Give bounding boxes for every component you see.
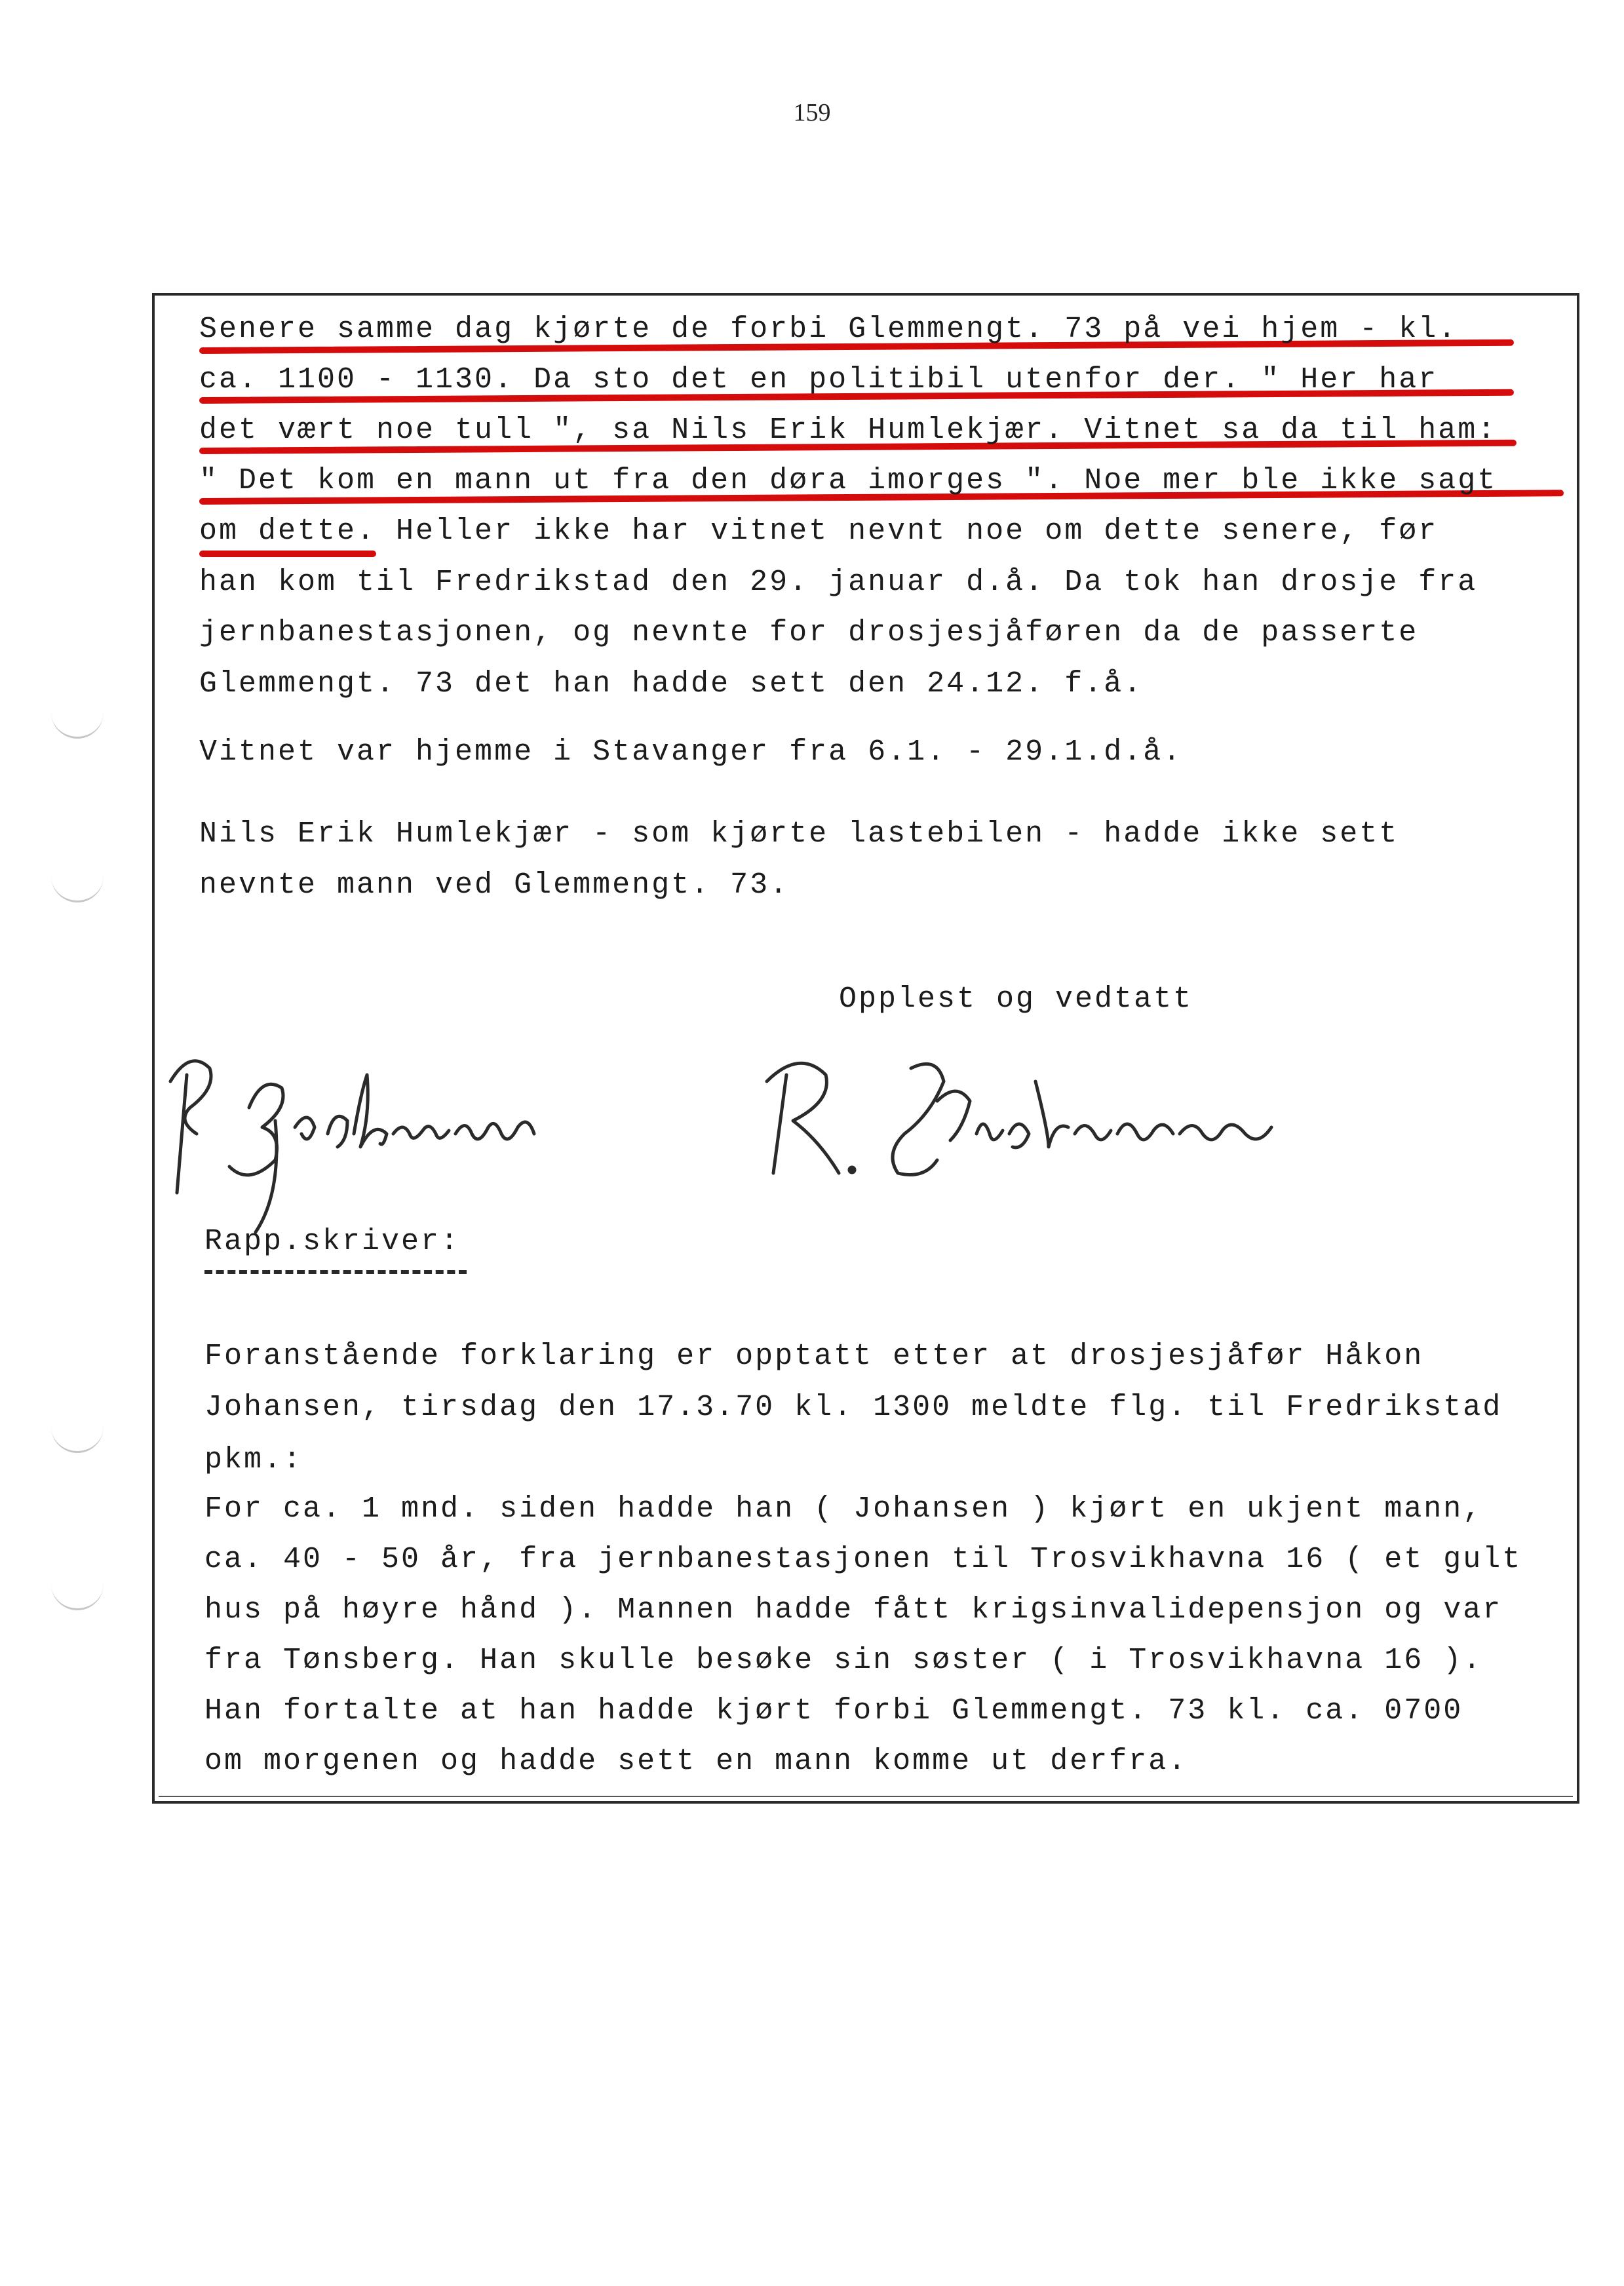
text-line: " Det kom en mann ut fra den døra imorges ". Noe mer ble ikke sagt: [199, 464, 1498, 497]
text-line: Glemmengt. 73 det han hadde sett den 24.12. f.å.: [199, 667, 1144, 701]
punch-hole: [51, 872, 104, 902]
text-line: ca. 40 - 50 år, fra jernbanestasjonen til Trosvikhavna 16 ( et gult: [204, 1543, 1522, 1576]
text-line: Han fortalte at han hadde kjørt forbi Glemmengt. 73 kl. ca. 0700: [204, 1694, 1463, 1728]
page-number: 159: [793, 99, 831, 126]
text-line: det vært noe tull ", sa Nils Erik Humlekjær. Vitnet sa da til ham:: [199, 414, 1498, 447]
signature-right: [741, 1042, 1330, 1212]
text-line: Senere samme dag kjørte de forbi Glemmengt. 73 på vei hjem - kl.: [199, 313, 1458, 346]
punch-hole: [51, 708, 104, 739]
text-line: Foranstående forklaring er opptatt etter at drosjesjåfør Håkon: [204, 1340, 1424, 1373]
signature-left: [151, 1036, 570, 1245]
text-line: om dette. Heller ikke har vitnet nevnt noe om dette senere, før: [199, 514, 1439, 548]
text-line: Vitnet var hjemme i Stavanger fra 6.1. - 29.1.d.å.: [199, 735, 1183, 769]
text-line: han kom til Fredrikstad den 29. januar d.å. Da tok han drosje fra: [199, 566, 1478, 599]
text-line: pkm.:: [204, 1443, 303, 1477]
text-line: hus på høyre hånd ). Mannen hadde fått krigsinvalidepensjon og var: [204, 1593, 1503, 1627]
text-line: Johansen, tirsdag den 17.3.70 kl. 1300 meldte flg. til Fredrikstad: [204, 1391, 1503, 1424]
text-line: nevnte mann ved Glemmengt. 73.: [199, 868, 790, 902]
divider: [204, 1270, 467, 1274]
text-line: ca. 1100 - 1130. Da sto det en politibil utenfor der. " Her har: [199, 363, 1439, 397]
text-line: fra Tønsberg. Han skulle besøke sin søster ( i Trosvikhavna 16 ).: [204, 1644, 1483, 1677]
text-line: jernbanestasjonen, og nevnte for drosjesjåføren da de passerte: [199, 616, 1419, 649]
text-line: om morgenen og hadde sett en mann komme ut derfra.: [204, 1745, 1188, 1778]
text-line: Nils Erik Humlekjær - som kjørte lastebilen - hadde ikke sett: [199, 817, 1399, 851]
text-line: For ca. 1 mnd. siden hadde han ( Johansen ) kjørt en ukjent mann,: [204, 1492, 1483, 1526]
opplest-line: Opplest og vedtatt: [839, 982, 1193, 1016]
punch-hole: [51, 1422, 104, 1453]
red-underline: [199, 551, 376, 557]
rapp-skriver-label: Rapp.skriver:: [204, 1225, 461, 1258]
punch-hole: [51, 1579, 104, 1610]
